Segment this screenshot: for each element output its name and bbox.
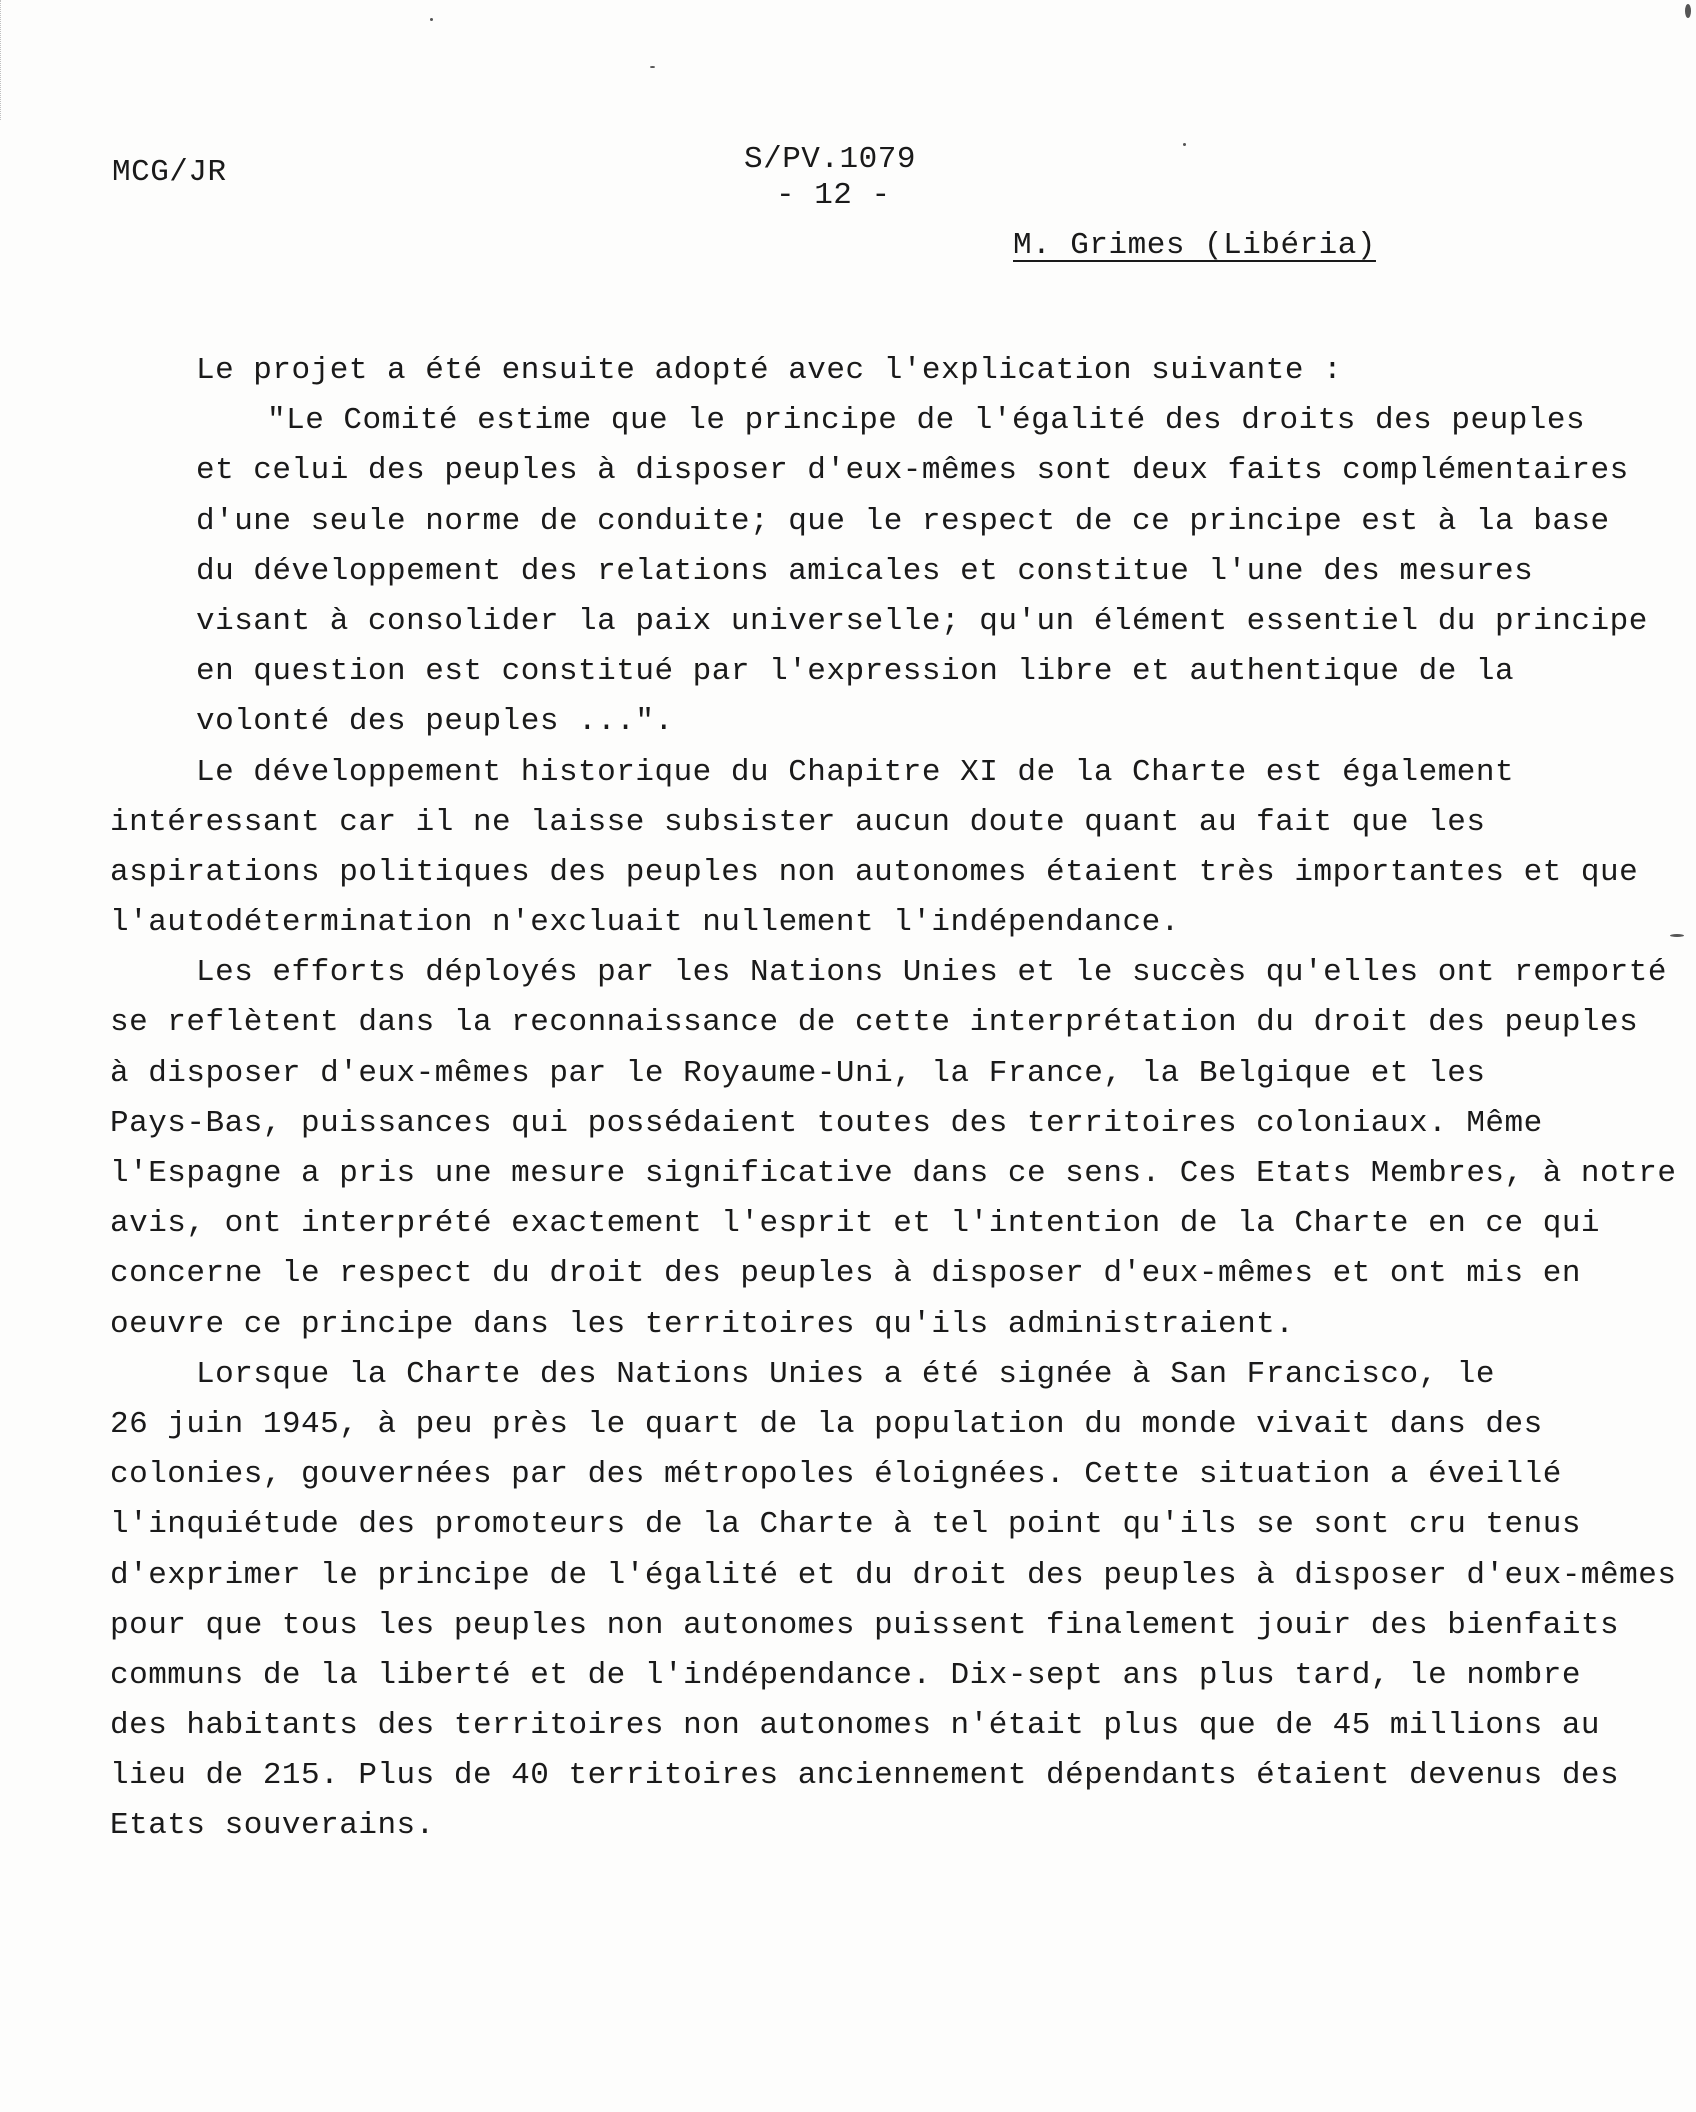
text-line: d'exprimer le principe de l'égalité et du droit des peuples à disposer d'eux-mêmes: [110, 1557, 1677, 1593]
text-line: pour que tous les peuples non autonomes puissent finalement jouir des bienfaits: [110, 1607, 1620, 1643]
text-line: et celui des peuples à disposer d'eux-mêmes sont deux faits complémentaires: [196, 453, 1629, 489]
text-line: Lorsque la Charte des Nations Unies a été signée à San Francisco, le: [196, 1356, 1496, 1392]
scan-edge-marks: [0, 0, 15, 120]
text-line: l'autodétermination n'excluait nullement l'indépendance.: [110, 905, 1180, 941]
text-line: à disposer d'eux-mêmes par le Royaume-Uni, la France, la Belgique et les: [110, 1055, 1486, 1091]
text-line: du développement des relations amicales et constitue l'une des mesures: [196, 553, 1534, 589]
text-line: oeuvre ce principe dans les territoires qu'ils administraient.: [110, 1306, 1295, 1342]
document-symbol: S/PV.1079: [744, 142, 916, 177]
speaker-heading: M. Grimes (Libéria): [1013, 228, 1376, 263]
reference-code: MCG/JR: [112, 155, 227, 190]
quoted-explanation: [110, 396, 1648, 747]
scan-speck: [1183, 143, 1186, 146]
intro-paragraph: [110, 346, 1530, 396]
text-line: visant à consolider la paix universelle; qu'un élément essentiel du principe: [196, 603, 1648, 639]
page-number: - 12 -: [776, 178, 891, 213]
body-paragraph: [110, 1350, 1677, 1852]
body-paragraph: [110, 748, 1639, 949]
text-line: volonté des peuples ...".: [196, 704, 674, 740]
text-line: aspirations politiques des peuples non autonomes étaient très importantes et que: [110, 854, 1639, 890]
text-line: se reflètent dans la reconnaissance de cette interprétation du droit des peuples: [110, 1005, 1639, 1041]
text-line: d'une seule norme de conduite; que le respect de ce principe est à la base: [196, 503, 1610, 539]
text-line: intéressant car il ne laisse subsister aucun doute quant au fait que les: [110, 804, 1486, 840]
text-line: Les efforts déployés par les Nations Unies et le succès qu'elles ont remporté: [196, 955, 1667, 991]
text-line: 26 juin 1945, à peu près le quart de la population du monde vivait dans des: [110, 1406, 1543, 1442]
body-paragraph: [110, 948, 1677, 1350]
text-line: lieu de 215. Plus de 40 territoires anciennement dépendants étaient devenus des: [110, 1758, 1620, 1794]
text-line: concerne le respect du droit des peuples à disposer d'eux-mêmes et ont mis en: [110, 1256, 1581, 1292]
text-line: des habitants des territoires non autonomes n'était plus que de 45 millions au: [110, 1708, 1601, 1744]
scan-speck: [1670, 934, 1684, 937]
scan-speck: [1685, 4, 1691, 18]
text-line: avis, ont interprété exactement l'esprit et l'intention de la Charte en ce qui: [110, 1206, 1601, 1242]
text-line: Le développement historique du Chapitre XI de la Charte est également: [196, 754, 1515, 790]
text-line: Etats souverains.: [110, 1808, 435, 1844]
text-line: communs de la liberté et de l'indépendance. Dix-sept ans plus tard, le nombre: [110, 1657, 1581, 1693]
text-line: Le projet a été ensuite adopté avec l'explication suivante :: [196, 353, 1343, 388]
scan-speck: [430, 18, 433, 21]
text-line: en question est constitué par l'expression libre et authentique de la: [196, 654, 1515, 690]
text-line: colonies, gouvernées par des métropoles éloignées. Cette situation a éveillé: [110, 1457, 1562, 1493]
scan-speck: [650, 66, 655, 68]
document-body: [110, 346, 1677, 1852]
text-line: l'Espagne a pris une mesure significative dans ce sens. Ces Etats Membres, à notre: [110, 1156, 1677, 1191]
text-line: "Le Comité estime que le principe de l'égalité des droits des peuples: [267, 403, 1586, 439]
text-line: Pays-Bas, puissances qui possédaient toutes des territoires coloniaux. Même: [110, 1105, 1543, 1141]
text-line: l'inquiétude des promoteurs de la Charte à tel point qu'ils se sont cru tenus: [110, 1507, 1581, 1543]
